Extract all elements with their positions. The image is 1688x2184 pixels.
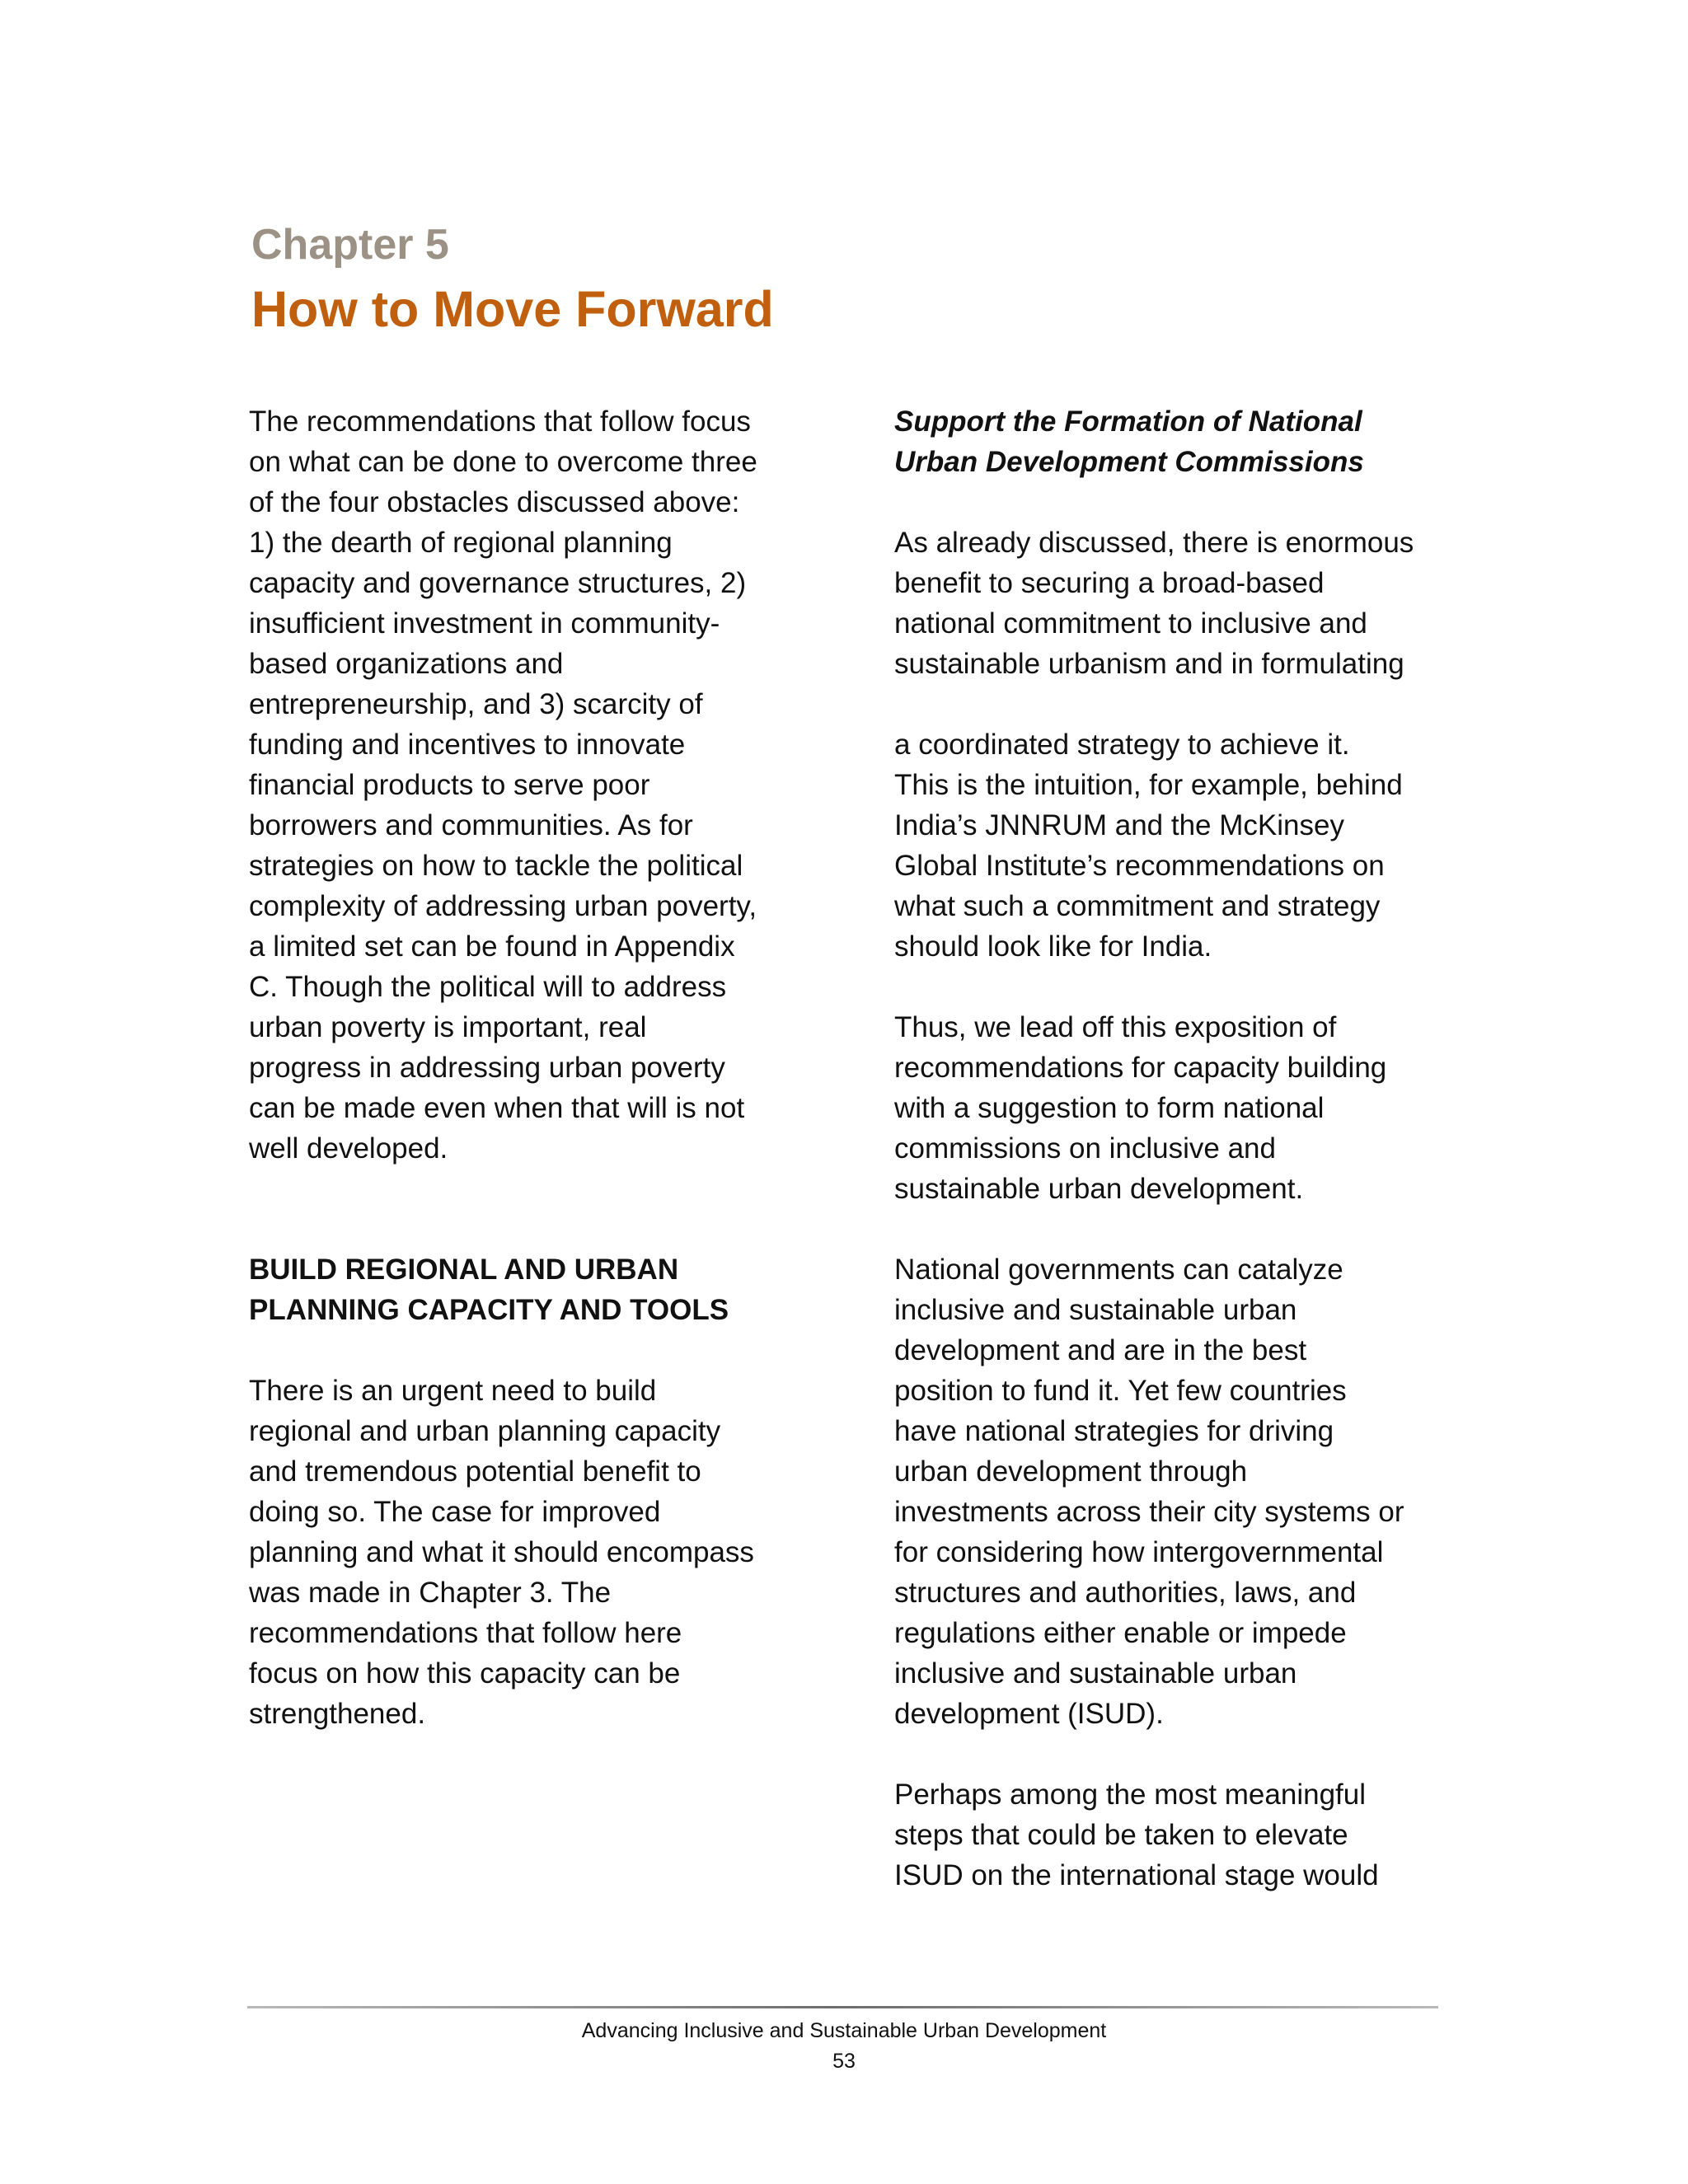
text-line: with a suggestion to form national [894,1092,1325,1124]
text-line: benefit to securing a broad-based [894,567,1325,599]
text-line: funding and incentives to innovate [249,729,686,761]
body-paragraph [894,523,1447,684]
paragraph-gap [249,1209,809,1249]
text-line: steps that could be taken to elevate [894,1819,1348,1851]
text-line: National governments can catalyze [894,1254,1343,1286]
text-line: recommendations for capacity building [894,1052,1387,1084]
left-column [249,401,809,1734]
text-line: can be made even when that will is not [249,1092,745,1124]
body-paragraph [249,1371,809,1734]
text-line: for considering how intergovernmental [894,1536,1384,1568]
text-line: This is the intuition, for example, behind [894,769,1403,801]
text-line: development (ISUD). [894,1698,1164,1730]
heading-line: PLANNING CAPACITY AND TOOLS [249,1294,729,1326]
text-line: There is an urgent need to build [249,1375,657,1407]
paragraph-gap [249,1169,809,1209]
heading-line: BUILD REGIONAL AND URBAN [249,1254,679,1286]
text-line: inclusive and sustainable urban [894,1657,1297,1690]
text-line: strengthened. [249,1698,426,1730]
paragraph-gap [894,1209,1447,1249]
text-line: regulations either enable or impede [894,1617,1347,1649]
text-line: and tremendous potential benefit to [249,1455,701,1488]
heading-line: Urban Development Commissions [894,446,1364,478]
text-line: ISUD on the international stage would [894,1859,1379,1891]
text-line: a coordinated strategy to achieve it. [894,729,1350,761]
text-line: a limited set can be found in Appendix [249,930,735,963]
paragraph-gap [894,967,1447,1007]
text-line: borrowers and communities. As for [249,809,693,841]
text-line: regional and urban planning capacity [249,1415,721,1447]
heading-line: Support the Formation of National [894,405,1362,438]
text-line: national commitment to inclusive and [894,607,1367,640]
text-line: of the four obstacles discussed above: [249,486,740,518]
text-line: India’s JNNRUM and the McKinsey [894,809,1344,841]
paragraph-gap [894,684,1447,724]
body-paragraph [894,1249,1447,1734]
footer-divider [247,2006,1438,2008]
footer-title: Advancing Inclusive and Sustainable Urban Development [581,2019,1107,2042]
text-line: 1) the dearth of regional planning [249,527,673,559]
text-line: development and are in the best [894,1334,1307,1366]
text-line: inclusive and sustainable urban [894,1294,1297,1326]
text-line: planning and what it should encompass [249,1536,754,1568]
text-line: The recommendations that follow focus [249,405,751,438]
text-line: Global Institute’s recommendations on [894,850,1385,882]
chapter-title: How to Move Forward [251,281,774,337]
paragraph-gap [894,482,1447,523]
text-line: well developed. [249,1132,448,1165]
text-line: insufficient investment in community- [249,607,720,640]
text-line: sustainable urban development. [894,1173,1304,1205]
text-line: position to fund it. Yet few countries [894,1375,1347,1407]
text-line: should look like for India. [894,930,1212,963]
text-line: commissions on inclusive and [894,1132,1276,1165]
chapter-label: Chapter 5 [251,221,449,269]
text-line: focus on how this capacity can be [249,1657,681,1690]
subsection-heading [894,401,1447,482]
text-line: what such a commitment and strategy [894,890,1381,922]
text-line: was made in Chapter 3. The [249,1577,612,1609]
text-line: strategies on how to tackle the political [249,850,743,882]
paragraph-gap [894,1734,1447,1774]
text-line: capacity and governance structures, 2) [249,567,747,599]
right-column [894,401,1447,1896]
text-line: C. Though the political will to address [249,971,727,1003]
text-line: Perhaps among the most meaningful [894,1779,1366,1811]
text-line: recommendations that follow here [249,1617,682,1649]
intro-paragraph [249,401,809,1169]
text-line: have national strategies for driving [894,1415,1334,1447]
text-line: complexity of addressing urban poverty, [249,890,757,922]
text-line: urban development through [894,1455,1248,1488]
text-line: financial products to serve poor [249,769,650,801]
text-line: doing so. The case for improved [249,1496,661,1528]
section-heading [249,1249,809,1330]
text-line: sustainable urbanism and in formulating [894,648,1404,680]
page-number: 53 [832,2050,856,2073]
text-line: Thus, we lead off this exposition of [894,1011,1337,1043]
text-line: urban poverty is important, real [249,1011,647,1043]
body-paragraph [894,1774,1447,1896]
body-paragraph [894,1007,1447,1209]
text-line: on what can be done to overcome three [249,446,757,478]
body-paragraph [894,724,1447,967]
text-line: entrepreneurship, and 3) scarcity of [249,688,703,720]
paragraph-gap [249,1330,809,1371]
text-line: based organizations and [249,648,564,680]
text-line: progress in addressing urban poverty [249,1052,725,1084]
text-line: structures and authorities, laws, and [894,1577,1357,1609]
text-line: investments across their city systems or [894,1496,1404,1528]
text-line: As already discussed, there is enormous [894,527,1414,559]
